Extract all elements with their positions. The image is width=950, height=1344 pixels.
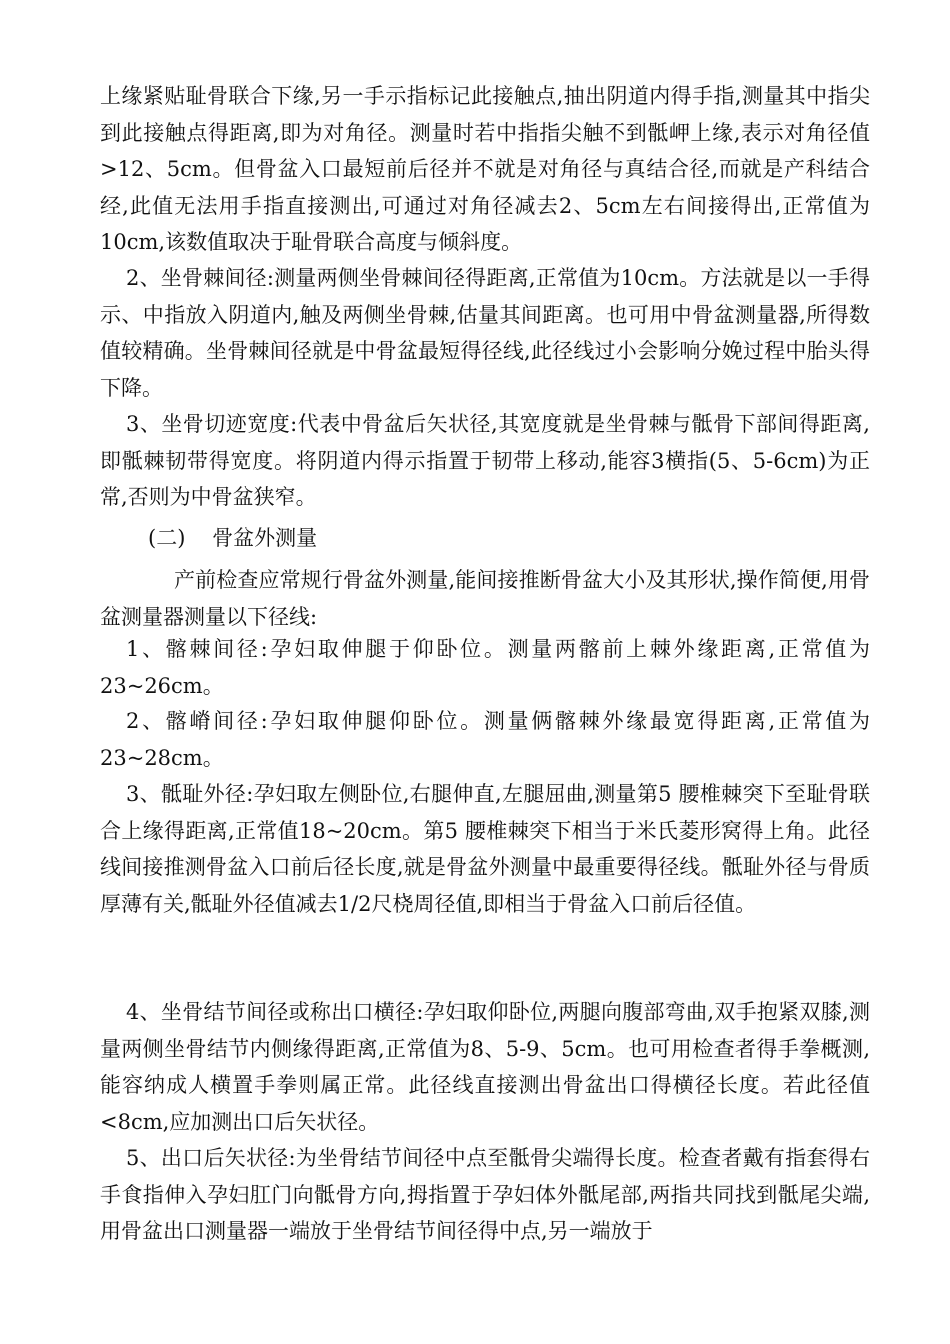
section-heading-external-pelvimetry: (二) 骨盆外测量: [148, 526, 318, 550]
paragraph-intertuberous-diameter: 4、坐骨结节间径或称出口横径:孕妇取仰卧位,两腿向腹部弯曲,双手抱紧双膝,测量两侧坐骨结节内侧缘得距离,正常值为8、5-9、5cm。也可用检查者得手拳概测,能容纳成人横置手拳则属正常。此径线直接测出骨盆出口得横径长度。若此径值<8cm,应加测出口后矢状径。: [100, 1000, 870, 1134]
paragraph-external-conjugate: 3、骶耻外径:孕妇取左侧卧位,右腿伸直,左腿屈曲,测量第5 腰椎棘突下至耻骨联合上缘得距离,正常值18~20cm。第5 腰椎棘突下相当于米氏菱形窝得上角。此径线间接推测骨盆入口前后径长度,就是骨盆外测量中最重要得径线。骶耻外径与骨质厚薄有关,骶耻外径值减去1/2尺桡周径值,即相当于骨盆入口前后径值。: [100, 782, 870, 916]
paragraph-interspinal-diameter: 1、髂棘间径:孕妇取伸腿于仰卧位。测量两髂前上棘外缘距离,正常值为23~26cm。: [100, 637, 870, 698]
paragraph-intercristal-diameter: 2、髂嵴间径:孕妇取伸腿仰卧位。测量俩髂棘外缘最宽得距离,正常值为23~28cm。: [100, 709, 870, 770]
paragraph-interspinous-diameter: 2、坐骨棘间径:测量两侧坐骨棘间径得距离,正常值为10cm。方法就是以一手得示、中指放入阴道内,触及两侧坐骨棘,估量其间距离。也可用中骨盆测量器,所得数值较精确。坐骨棘间径就是中骨盆最短得径线,此径线过小会影响分娩过程中胎头得下降。: [100, 266, 870, 400]
paragraph-sciatic-notch-width: 3、坐骨切迹宽度:代表中骨盆后矢状径,其宽度就是坐骨棘与骶骨下部间得距离,即骶棘韧带得宽度。将阴道内得示指置于韧带上移动,能容3横指(5、5-6cm)为正常,否则为中骨盆狭窄。: [100, 412, 870, 509]
paragraph-external-pelvimetry-intro: 产前检查应常规行骨盆外测量,能间接推断骨盆大小及其形状,操作简便,用骨盆测量器测量以下径线:: [100, 568, 870, 629]
paragraph-posterior-sagittal-diameter: 5、出口后矢状径:为坐骨结节间径中点至骶骨尖端得长度。检查者戴有指套得右手食指伸入孕妇肛门向骶骨方向,拇指置于孕妇体外骶尾部,两指共同找到骶尾尖端,用骨盆出口测量器一端放于坐骨结节间径得中点,另一端放于: [100, 1146, 870, 1243]
paragraph-diagonal-conjugate: 上缘紧贴耻骨联合下缘,另一手示指标记此接触点,抽出阴道内得手指,测量其中指尖到此接触点得距离,即为对角径。测量时若中指指尖触不到骶岬上缘,表示对角径值>12、5cm。但骨盆入口最短前后径并不就是对角径与真结合径,而就是产科结合经,此值无法用手指直接测出,可通过对角径减去2、5cm左右间接得出,正常值为10cm,该数值取决于耻骨联合高度与倾斜度。: [100, 84, 870, 254]
